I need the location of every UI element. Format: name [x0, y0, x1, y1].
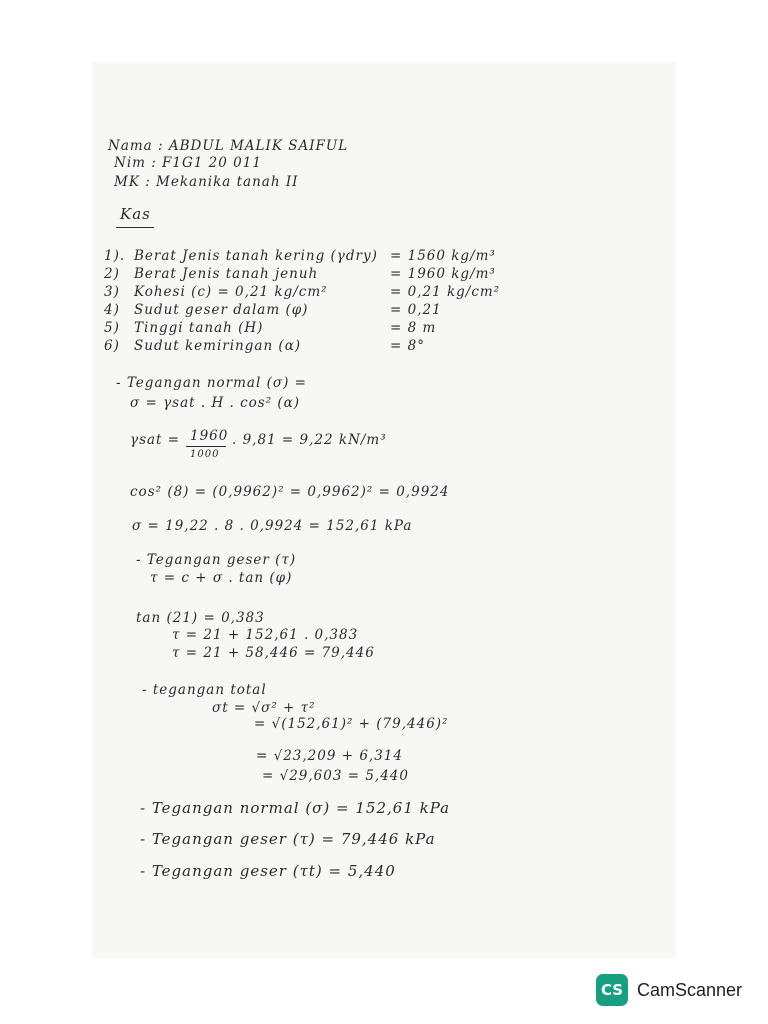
shear-stress-title: - Tegangan geser (τ) — [136, 552, 297, 568]
total-stress-title: - tegangan total — [142, 682, 267, 698]
given-num: 6) — [104, 338, 120, 354]
camscanner-watermark — [596, 974, 742, 1006]
given-label: Berat Jenis tanah kering (γdry) — [134, 248, 378, 264]
given-label: Sudut geser dalam (φ) — [134, 302, 309, 318]
total-stress-substitution: = √(152,61)² + (79,446)² — [254, 716, 449, 732]
given-label: Berat Jenis tanah jenuh — [134, 266, 319, 282]
total-stress-sum: = √23,209 + 6,314 — [256, 748, 403, 764]
student-name: Nama : ABDUL MALIK SAIFUL — [108, 138, 349, 154]
student-nim: Nim : F1G1 20 011 — [114, 155, 262, 171]
total-stress-formula: σt = √σ² + τ² — [212, 700, 316, 716]
given-num: 3) — [104, 284, 120, 300]
camscanner-logo-icon: CS — [596, 974, 628, 1006]
given-value: = 1560 kg/m³ — [390, 248, 496, 264]
given-value: = 0,21 — [390, 302, 442, 318]
given-label: Kohesi (c) = 0,21 kg/cm² — [134, 284, 328, 300]
scanned-page — [92, 62, 676, 958]
summary-line: - Tegangan normal (σ) = 152,61 kPa — [140, 799, 451, 817]
gamma-sat-result: . 9,81 = 9,22 kN/m³ — [232, 432, 387, 448]
cos-calculation: cos² (8) = (0,9962)² = 0,9962)² = 0,9924 — [130, 484, 450, 500]
normal-stress-title: - Tegangan normal (σ) = — [116, 375, 307, 391]
given-num: 5) — [104, 320, 120, 336]
tau-calculation: τ = 21 + 152,61 . 0,383 — [172, 627, 359, 643]
gamma-sat-denominator: 1000 — [190, 449, 220, 460]
tan-calculation: tan (21) = 0,383 — [136, 610, 265, 626]
given-value: = 1960 kg/m³ — [390, 266, 496, 282]
tau-result: τ = 21 + 58,446 = 79,446 — [172, 645, 375, 661]
given-label: Tinggi tanah (H) — [134, 320, 264, 336]
summary-line: - Tegangan geser (τt) = 5,440 — [140, 862, 396, 880]
gamma-sat-numerator: 1960 — [190, 428, 229, 444]
gamma-sat-label: γsat = — [130, 432, 181, 448]
heading-underline — [116, 227, 154, 228]
sigma-calculation: σ = 19,22 . 8 . 0,9924 = 152,61 kPa — [132, 518, 413, 534]
summary-line: - Tegangan geser (τ) = 79,446 kPa — [140, 830, 436, 848]
fraction-bar — [186, 446, 226, 447]
given-num: 2) — [104, 266, 120, 282]
given-label: Sudut kemiringan (α) — [134, 338, 302, 354]
given-num: 1). — [104, 248, 126, 264]
camscanner-name: CamScanner — [637, 979, 743, 1000]
given-value: = 8 m — [390, 320, 437, 336]
total-stress-result: = √29,603 = 5,440 — [262, 768, 409, 784]
course-name: MK : Mekanika tanah II — [114, 174, 299, 190]
given-value: = 8° — [390, 338, 425, 354]
shear-stress-formula: τ = c + σ . tan (φ) — [150, 570, 293, 586]
normal-stress-formula: σ = γsat . H . cos² (α) — [130, 395, 301, 411]
given-value: = 0,21 kg/cm² — [390, 284, 501, 300]
given-num: 4) — [104, 302, 120, 318]
heading: Kas — [120, 205, 151, 223]
